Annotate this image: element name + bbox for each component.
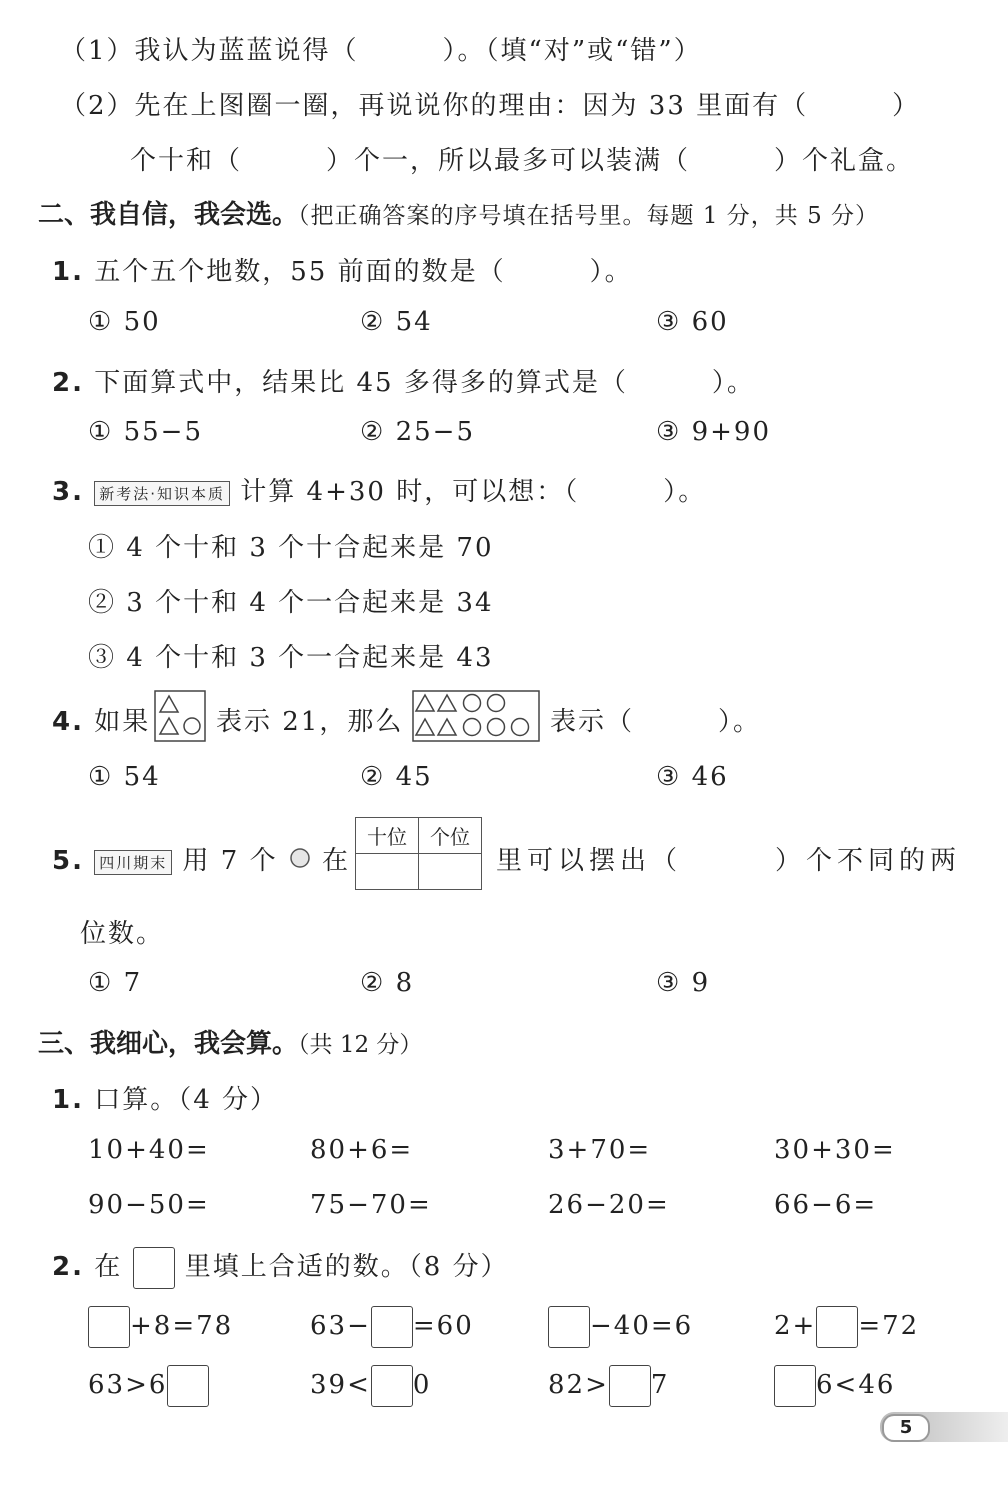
q-number: 2. [52,368,84,398]
part1-q2-line1: （2）先在上图圈一圈，再说说你的理由：因为 33 里面有（ ） [60,91,921,121]
q-number: 3. [52,477,84,507]
calc-item: 90−50= [88,1190,210,1220]
shape-group-21 [154,690,206,742]
s2-q4-end: 表示（ ）。 [550,707,762,737]
q-text: 口算。（4 分） [94,1085,279,1115]
s2-q5-opt3[interactable]: ③ 9 [656,968,711,998]
circle-icon [184,718,200,734]
section2-title: 二、我自信，我会选。 [38,200,299,230]
answer-box[interactable] [774,1365,816,1407]
q-number: 5. [52,846,84,876]
answer-box[interactable] [609,1365,651,1407]
s2-q3-opt3[interactable]: ③ 4 个十和 3 个一合起来是 43 [88,643,494,673]
s2-q5-opt2[interactable]: ② 8 [360,968,415,998]
fill-item: 39< 0 [310,1365,431,1407]
s2-q2-opt1[interactable]: ① 55−5 [88,417,203,447]
fill-item: +8=78 [88,1306,233,1348]
q-number: 1. [52,1085,84,1115]
fill-item: 63− =60 [310,1306,474,1348]
ones-cell [419,854,482,890]
answer-box[interactable] [371,1306,413,1348]
calc-item: 26−20= [548,1190,670,1220]
s2-q4-opt3[interactable]: ③ 46 [656,762,729,792]
tens-cell [356,854,419,890]
s2-q3-opt1[interactable]: ① 4 个十和 3 个十合起来是 70 [88,533,494,563]
fill-item: 6<46 [774,1365,895,1407]
part1-q2-line2: 个十和（ ）个一，所以最多可以装满（ ）个礼盒。 [130,146,915,176]
section3-note: （共 12 分） [298,1032,423,1058]
q-text: 用 7 个 [182,846,278,876]
s2-q4-opt2[interactable]: ② 45 [360,762,433,792]
triangle-icon [160,696,178,712]
calc-item: 75−70= [310,1190,432,1220]
fill-item: 2+ =72 [774,1306,919,1348]
place-value-table [355,817,482,890]
page-number: 5 [882,1414,930,1442]
circle-icon [288,846,312,870]
s2-q4-opt1[interactable]: ① 54 [88,762,161,792]
s2-q4-num-text [52,701,150,738]
s2-q1-opt2[interactable]: ② 54 [360,307,433,337]
answer-box[interactable] [816,1306,858,1348]
ones-header: 个位 [419,818,482,854]
s3-q1 [52,1079,278,1116]
section3-heading [38,1023,422,1060]
q-number: 4. [52,707,84,737]
s2-q5-in: 在 [322,846,351,876]
calc-item: 30+30= [774,1135,896,1165]
answer-box[interactable] [548,1306,590,1348]
s2-q2-opt2[interactable]: ② 25−5 [360,417,475,447]
fill-item: 82> 7 [548,1365,669,1407]
s2-q3 [52,471,706,508]
s2-q5-start [52,840,278,877]
answer-box[interactable] [167,1365,209,1407]
tag-badge: 新考法·知识本质 [94,481,230,506]
triangle-icon [160,718,178,734]
q-text: 五个五个地数，55 前面的数是（ ）。 [94,257,633,287]
s2-q2 [52,362,755,399]
answer-box[interactable] [88,1306,130,1348]
s2-q1-opt1[interactable]: ① 50 [88,307,161,337]
part1-q1: （1）我认为蓝蓝说得（ ）。（填“对”或“错”） [60,36,702,66]
s2-q1-opt3[interactable]: ③ 60 [656,307,729,337]
s2-q5-opt1[interactable]: ① 7 [88,968,143,998]
tens-header: 十位 [356,818,419,854]
tag-badge: 四川期末 [94,850,172,875]
shape-group-answer [412,690,540,742]
s2-q2-opt3[interactable]: ③ 9+90 [656,417,771,447]
q-text: 下面算式中，结果比 45 多得多的算式是（ ）。 [94,368,755,398]
s2-q5-end: 里可以摆出（ ）个不同的两 [496,846,962,876]
fill-item: −40=6 [548,1306,693,1348]
section2-heading [38,194,879,231]
q-text: 里填上合适的数。（8 分） [184,1252,509,1282]
s2-q1 [52,251,633,288]
calc-item: 80+6= [310,1135,414,1165]
fill-item: 63>6 [88,1365,209,1407]
q-number: 2. [52,1252,84,1282]
q-text: 计算 4+30 时，可以想：（ ）。 [240,477,707,507]
s3-q2 [52,1246,509,1289]
answer-box-sample [133,1247,175,1289]
s2-q3-opt2[interactable]: ② 3 个十和 4 个一合起来是 34 [88,588,494,618]
s2-q5-cont: 位数。 [80,919,165,949]
q-number: 1. [52,257,84,287]
calc-item: 66−6= [774,1190,878,1220]
section3-title: 三、我细心，我会算。 [38,1029,299,1059]
s2-q4-mid: 表示 21，那么 [216,707,404,737]
q-text: 在 [94,1252,123,1282]
calc-item: 3+70= [548,1135,652,1165]
section2-note: （把正确答案的序号填在括号里。每题 1 分，共 5 分） [298,203,880,229]
q-text: 如果 [94,707,151,737]
calc-item: 10+40= [88,1135,210,1165]
answer-box[interactable] [371,1365,413,1407]
